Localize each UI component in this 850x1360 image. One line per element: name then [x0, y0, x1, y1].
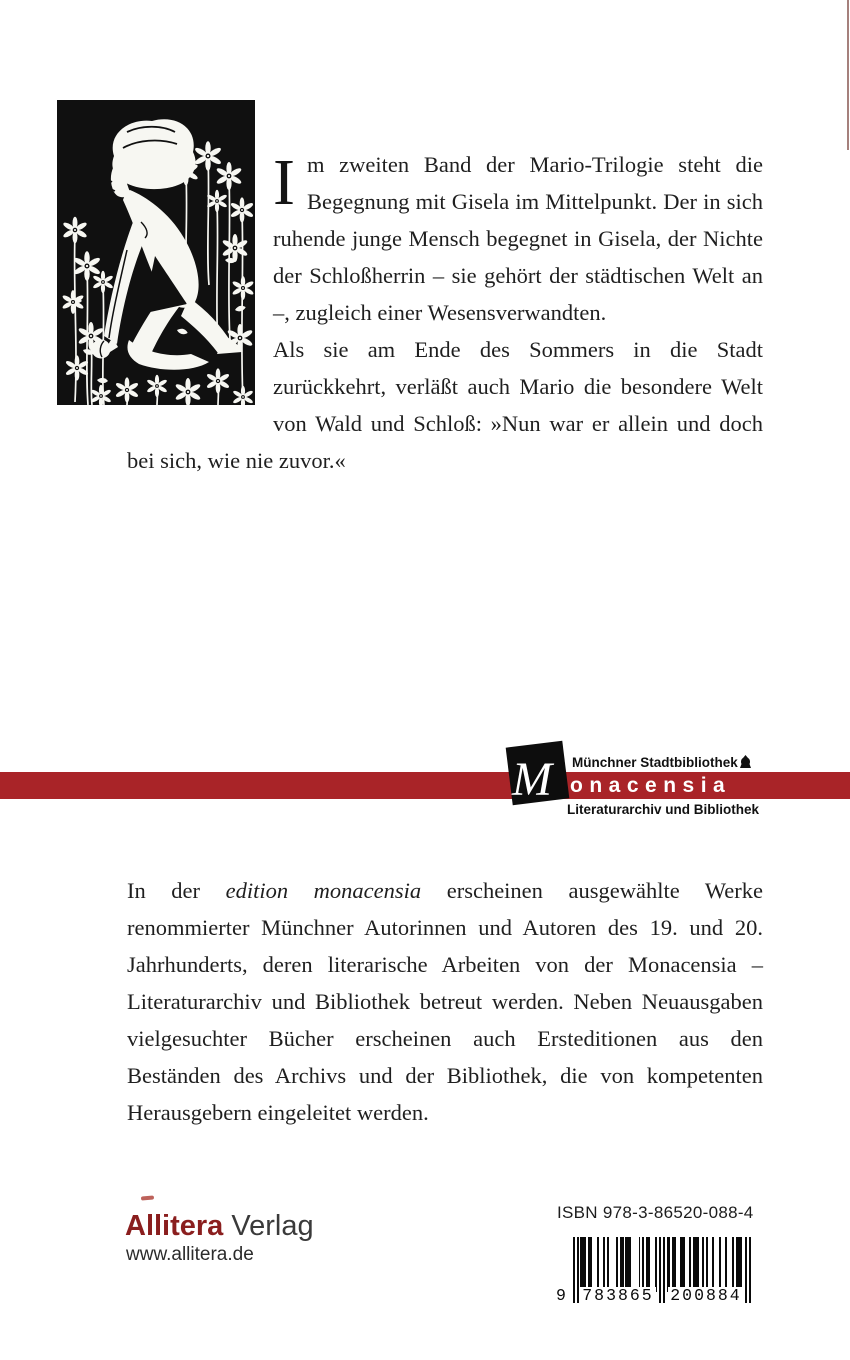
illustration-wrap-spacer — [127, 146, 273, 442]
literaturarchiv-label: Literaturarchiv und Bibliothek — [567, 802, 760, 817]
scan-edge-line — [847, 0, 849, 150]
allitera-logo-mark — [141, 1195, 154, 1200]
blurb-paragraph-1: m zweiten Band der Mario-Trilogie steht die Begegnung mit Gisela im Mittelpunkt. Der in sich ruhende junge Mensch begegnet in Gisela, der Nichte der Schloßherrin – sie gehört der städtischen Welt an –, zugleich einer Wesensverwandten. — [273, 152, 763, 325]
isbn-label: ISBN 978-3-86520-088-4 — [557, 1203, 754, 1222]
monacensia-logo-m: M — [512, 753, 552, 806]
publisher-name: Allitera — [125, 1210, 224, 1242]
muenchner-stadtbibliothek-label: Münchner Stadtbibliothek — [572, 755, 738, 770]
barcode-digit-group1: 783865 — [580, 1287, 656, 1305]
ean13-barcode — [556, 1237, 751, 1305]
blurb-paragraph-2: Als sie am Ende des Sommers in die Stadt zurückkehrt, verläßt auch Mario die besondere Welt von Wald und Schloß: »Nun war er allein und doch bei sich, wie nie zuvor.« — [127, 337, 763, 473]
barcode-digit-lead: 9 — [556, 1286, 568, 1305]
publisher-name-suffix: Verlag — [223, 1210, 314, 1242]
muenchner-kindl-icon — [740, 755, 751, 771]
edition-series-name: edition monacensia — [225, 878, 422, 903]
publisher-logo — [125, 1210, 314, 1242]
edition-rest: erscheinen ausgewählte Werke renommierter Münchner Autorinnen und Autoren des 19. und 20. Jahrhunderts, deren literarische Arbeiten von der Monacensia – Literaturarchiv und Bibliothek betreut werden. Neben Neuausgaben vielgesuchter Bücher erscheinen auch Ersteditionen aus den Beständen des Archivs und der Bibliothek, die von kompetenten Herausgebern eingeleitet werden. — [127, 878, 763, 1125]
edition-intro: In der — [127, 878, 226, 903]
barcode-digit-group2: 200884 — [668, 1287, 744, 1305]
monacensia-top-label-row — [572, 755, 751, 771]
drop-cap: I — [273, 146, 295, 219]
blurb-text-block — [127, 146, 763, 479]
edition-monacensia-paragraph — [127, 872, 763, 1131]
publisher-url: www.allitera.de — [126, 1244, 254, 1265]
monacensia-wordmark-rest: onacensia — [570, 774, 732, 797]
